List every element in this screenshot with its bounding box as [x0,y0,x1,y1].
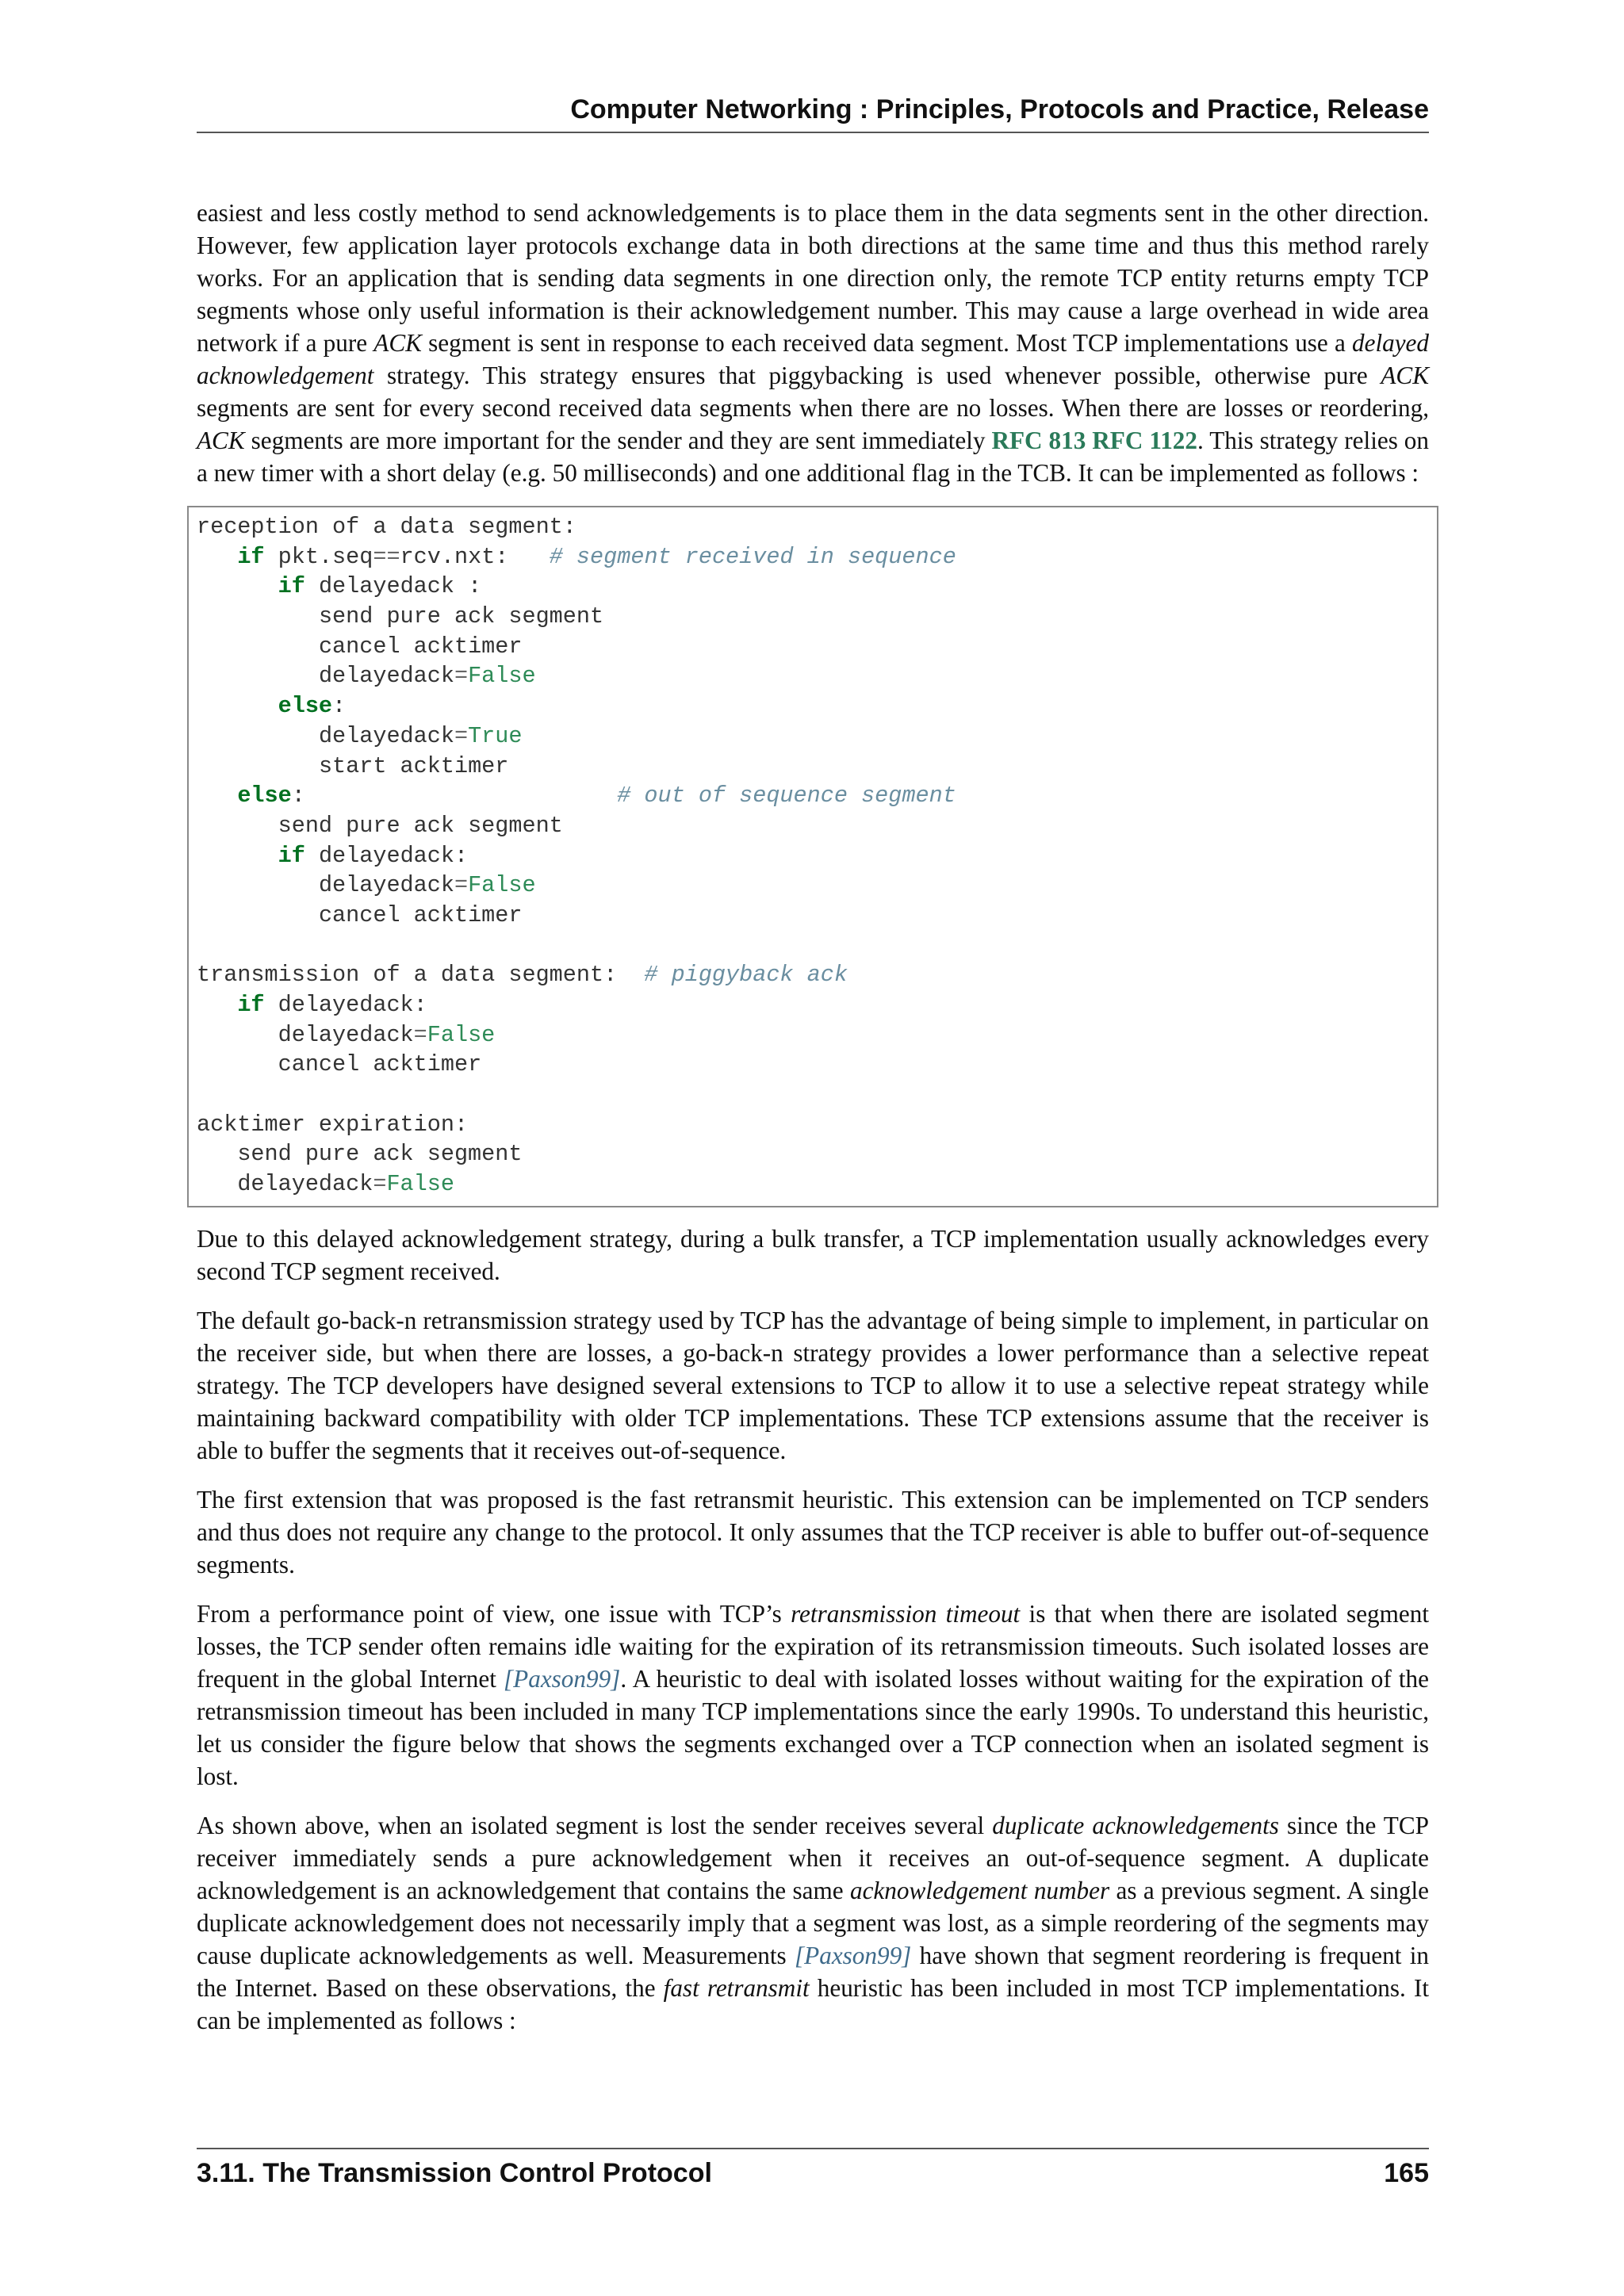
text-span: . This strategy relies on a new timer with a short delay (e.g. 50 milliseconds) and one additional flag in the TCB. It can be implemented as follows : [197,427,1429,487]
code-line [197,1110,1429,1140]
emphasis: delayed acknowledgement [197,329,1429,389]
code-keyword: if [237,543,265,570]
code-boolean: False [427,1021,496,1048]
code-line [197,572,1429,602]
code-line [197,752,1429,782]
text-span: as a previous segment. A single duplicate acknowledgement does not necessarily imply that a segment was lost, as a simple reordering of the segments may cause duplicate acknowledgements as well. Measurements [197,1876,1429,1969]
code-line [197,691,1429,721]
code-text: delayedack : [304,573,482,600]
code-line [197,1169,1429,1200]
code-boolean: False [386,1171,454,1198]
code-line [197,841,1429,871]
code-text: send pure ack segment [237,1141,523,1168]
footer-section-title: 3.11. The Transmission Control Protocol [197,2158,712,2188]
code-text: delayedack [318,722,454,749]
code-text: delayedack: [304,842,469,869]
text-span: heuristic has been included in most TCP implementations. It can be implemented as follows : [197,1973,1429,2034]
code-text: delayedack [237,1171,373,1198]
code-line [197,602,1429,632]
code-text: cancel acktimer [278,1051,482,1078]
running-footer [197,2148,1429,2197]
text-span: segments are more important for the sender and they are sent immediately [244,427,992,454]
text-span: since the TCP receiver immediately sends a pure acknowledgement when it receives an out-of-sequence segment. A duplicate acknowledgement is an acknowledgement that contains the same [197,1811,1430,1904]
code-operator: = [413,1021,427,1048]
paragraph-duplicate-acks [197,1809,1429,2037]
code-line [197,661,1429,691]
code-line [197,542,1429,572]
text-span: As shown above, when an isolated segment is lost the sender receives several [197,1811,993,1839]
code-line [197,901,1429,931]
text-span: From a performance point of view, one issue with TCP’s [197,1599,791,1628]
code-operator: = [454,872,469,899]
paragraph-delayed-ack: Due to this delayed acknowledgement strategy, during a bulk transfer, a TCP implementation usually acknowledges every second TCP segment received. [197,1224,1429,1285]
rfc-813-link[interactable]: RFC 813 [991,427,1086,454]
code-text: cancel acktimer [318,901,523,928]
emphasis: retransmission timeout [791,1599,1021,1628]
code-keyword: if [278,573,305,600]
code-text: delayedack [318,663,454,690]
rfc-1122-link[interactable]: RFC 1122 [1092,427,1197,454]
paragraph-retransmission-timeout [197,1598,1429,1793]
text-span: have shown that segment reordering is frequent in the Internet. Based on these observations, the [197,1941,1429,2002]
emphasis: ACK [373,329,422,357]
code-line [197,781,1429,811]
code-line [197,871,1429,901]
code-operator: = [454,663,469,690]
code-line [197,990,1429,1020]
page-body [197,197,1429,2037]
code-comment: # segment received in sequence [549,543,956,570]
code-boolean: False [468,872,536,899]
code-block [187,506,1438,1207]
paragraph-go-back-n: The default go-back-n retransmission strategy used by TCP has the advantage of being simple to implement, in particular on the receiver side, but when there are losses, a go-back-n strategy provides a lower performance than a selective repeat strategy. The TCP developers have designed several extensions to TCP to allow it to use a selective repeat strategy while maintaining backward compatibility with older TCP implementations. These TCP extensions assume that the receiver is able to buffer the segments that it receives out-of-sequence. [197,1306,1429,1464]
code-text: delayedack [278,1021,414,1048]
code-text: pkt.seq [264,543,373,570]
code-text: start acktimer [318,752,509,779]
text-span: easiest and less costly method to send acknowledgements is to place them in the data segments sent in the other direction. However, few application layer protocols exchange data in both directions at the same time and thus this method rarely works. For an application that is sending data segments in one direction only, the remote TCP entity returns empty TCP segments whose only useful information is their acknowledgement number. This may cause a large overhead in wide area network if a pure [197,199,1429,357]
running-header: Computer Networking : Principles, Protocols and Practice, Release [197,87,1429,133]
code-line [197,811,1429,841]
text-span: segment is sent in response to each received data segment. Most TCP implementations use a [421,329,1353,357]
code-line [197,1050,1429,1080]
emphasis: fast retransmit [663,1973,810,2002]
citation-paxson99[interactable]: [Paxson99] [504,1664,621,1693]
code-keyword: if [237,992,265,1018]
code-operator: = [373,1171,387,1198]
code-operator: == [373,543,400,570]
code-keyword: if [278,842,305,869]
code-text: rcv.nxt: [400,543,550,570]
code-keyword: else [278,693,333,720]
code-line [197,1139,1429,1169]
code-text: cancel acktimer [318,633,523,660]
code-line [197,632,1429,662]
code-boolean: True [468,722,523,749]
code-boolean: False [468,663,536,690]
code-text: : [332,693,347,720]
code-text: send pure ack segment [318,603,604,630]
emphasis: ACK [197,427,245,454]
emphasis: duplicate acknowledgements [992,1811,1279,1839]
code-text: send pure ack segment [278,812,563,839]
code-text: : [291,783,618,809]
code-line [197,960,1429,990]
text-span: is that when there are isolated segment losses, the TCP sender often remains idle waiting for the expiration of its retransmission timeouts. Such isolated losses are frequent in the global Internet [197,1599,1429,1693]
code-keyword: else [237,783,292,809]
code-line [197,512,1429,542]
code-text: acktimer expiration: [197,1111,469,1138]
emphasis: ACK [1381,362,1429,389]
code-comment: # out of sequence segment [617,783,956,809]
intro-paragraph [197,197,1429,489]
code-comment: # piggyback ack [644,962,848,989]
code-line-blank [197,1080,1429,1110]
paragraph-fast-retransmit: The first extension that was proposed is the fast retransmit heuristic. This extension can be implemented on TCP senders and thus does not require any change to the protocol. It only assumes that the TCP receiver is able to buffer out-of-sequence segments. [197,1485,1429,1578]
page-number: 165 [1384,2158,1429,2188]
code-operator: = [454,722,469,749]
code-text: delayedack: [264,992,427,1018]
code-line-blank [197,931,1429,961]
emphasis: acknowledgement number [850,1876,1110,1904]
code-line [197,1020,1429,1050]
text-span: segments are sent for every second received data segments when there are no losses. When there are losses or reordering, [197,394,1429,422]
code-text: delayedack [318,872,454,899]
citation-paxson99[interactable]: [Paxson99] [795,1941,912,1969]
code-text: transmission of a data segment: [197,962,645,989]
text-span: . A heuristic to deal with isolated losses without waiting for the expiration of the retransmission timeout has been included in many TCP implementations since the early 1990s. To understand this heuristic, let us consider the figure below that shows the segments exchanged over a TCP connection when an isolated segment is lost. [197,1664,1429,1790]
code-text: reception of a data segment: [197,514,576,540]
code-line [197,721,1429,752]
text-span: strategy. This strategy ensures that piggybacking is used whenever possible, otherwise pure [373,362,1381,389]
